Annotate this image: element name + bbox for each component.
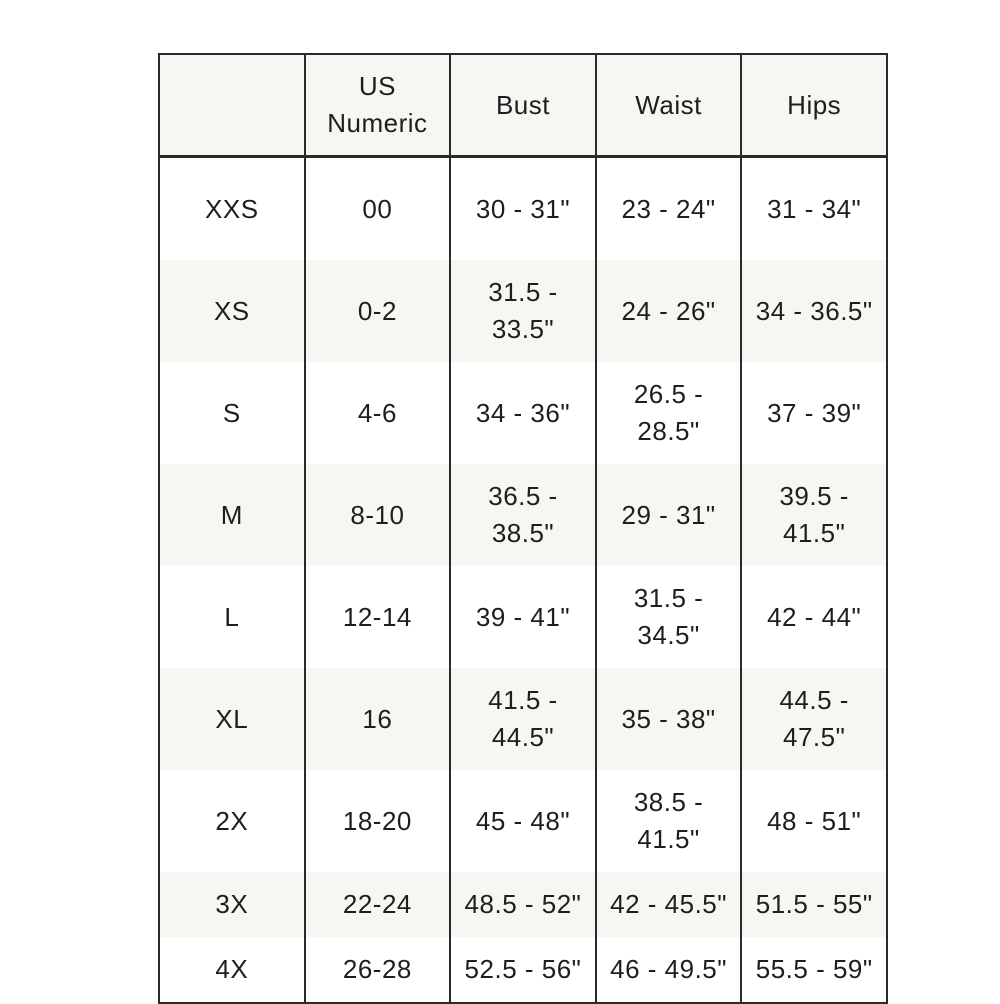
hips-cell: 48 - 51" [741, 770, 887, 872]
size-cell: 3X [159, 872, 305, 937]
header-cell-waist: Waist [596, 54, 742, 157]
bust-cell: 36.5 - 38.5" [450, 464, 596, 566]
table-row [159, 668, 887, 770]
header-cell-size [159, 54, 305, 157]
table-row [159, 770, 887, 872]
size-cell: 2X [215, 805, 249, 836]
bust-cell: 41.5 - 44.5" [450, 668, 596, 770]
bust-cell: 30 - 31" [450, 157, 596, 261]
size-cell: XXS [205, 193, 259, 224]
bust-cell: 48.5 - 52" [450, 872, 596, 937]
us-numeric-cell: 16 [305, 668, 451, 770]
size-cell: L [224, 601, 240, 632]
us-numeric-cell: 22-24 [305, 872, 451, 937]
us-numeric-cell: 4-6 [305, 362, 451, 464]
hips-cell: 39.5 - 41.5" [741, 464, 887, 566]
table-header [159, 54, 887, 157]
hips-cell: 51.5 - 55" [741, 872, 887, 937]
table-row [159, 464, 887, 566]
table-row [159, 566, 887, 668]
us-numeric-cell: 0-2 [305, 260, 451, 362]
waist-cell: 35 - 38" [596, 668, 742, 770]
table-row [159, 260, 887, 362]
size-cell: 4X [215, 954, 249, 984]
waist-cell: 38.5 - 41.5" [596, 770, 742, 872]
size-cell: XS [159, 260, 305, 362]
hips-cell: 42 - 44" [741, 566, 887, 668]
size-cell: S [222, 397, 241, 428]
table-row [159, 362, 887, 464]
hips-cell: 37 - 39" [741, 362, 887, 464]
header-cell-us-numeric: US Numeric [305, 54, 451, 157]
table-body [159, 157, 887, 1004]
hips-cell: 44.5 - 47.5" [741, 668, 887, 770]
waist-cell: 24 - 26" [596, 260, 742, 362]
waist-cell: 46 - 49.5" [596, 937, 742, 1003]
bust-cell: 34 - 36" [450, 362, 596, 464]
bust-cell: 52.5 - 56" [450, 937, 596, 1003]
size-cell: XL [159, 668, 305, 770]
bust-cell: 39 - 41" [450, 566, 596, 668]
waist-cell: 42 - 45.5" [596, 872, 742, 937]
header-cell-bust: Bust [450, 54, 596, 157]
size-cell: M [159, 464, 305, 566]
us-numeric-cell: 00 [305, 157, 451, 261]
waist-cell: 31.5 - 34.5" [596, 566, 742, 668]
header-row [159, 54, 887, 157]
us-numeric-cell: 8-10 [305, 464, 451, 566]
us-numeric-cell: 12-14 [305, 566, 451, 668]
us-numeric-cell: 18-20 [305, 770, 451, 872]
bust-cell: 45 - 48" [450, 770, 596, 872]
hips-cell: 31 - 34" [741, 157, 887, 261]
hips-cell: 55.5 - 59" [741, 937, 887, 1003]
bust-cell: 31.5 - 33.5" [450, 260, 596, 362]
header-cell-hips: Hips [741, 54, 887, 157]
hips-cell: 34 - 36.5" [741, 260, 887, 362]
waist-cell: 23 - 24" [596, 157, 742, 261]
waist-cell: 26.5 - 28.5" [596, 362, 742, 464]
size-chart-table [158, 53, 888, 1004]
table-row [159, 157, 887, 261]
table-row [159, 937, 887, 1003]
us-numeric-cell: 26-28 [305, 937, 451, 1003]
waist-cell: 29 - 31" [596, 464, 742, 566]
table-row [159, 872, 887, 937]
